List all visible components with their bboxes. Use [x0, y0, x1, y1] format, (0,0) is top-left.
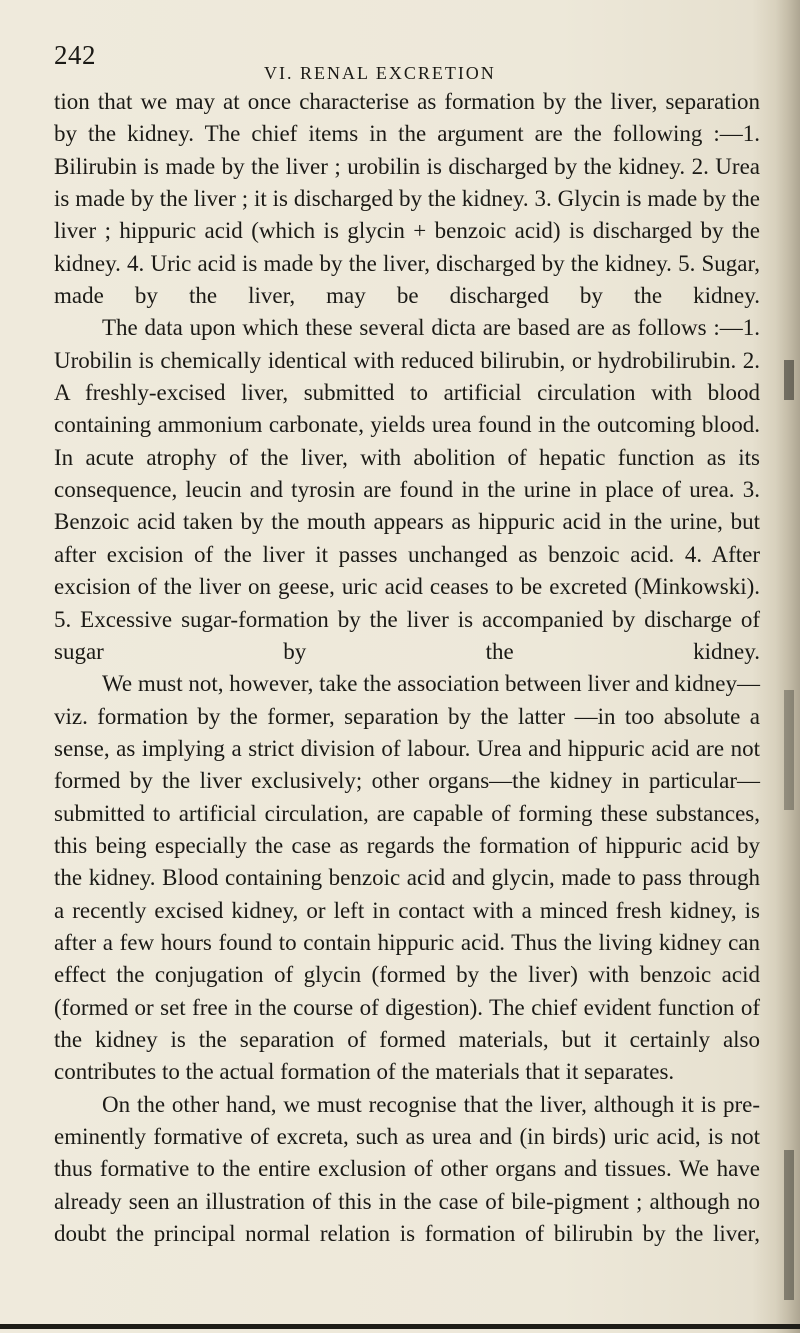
edge-stain — [784, 360, 794, 400]
paragraph: The data upon which these several dicta are based are as follows :—1. Urobilin is chemically identical with reduced bilirubin, or hydrobilirubin. 2. A freshly-excised liver, submitted to artificial circulation with blood containing ammonium carbonate, yields urea found in the outcoming blood. In acute atrophy of the liver, with abolition of hepatic function as its consequence, leucin and tyrosin are found in the urine in place of urea. 3. Benzoic acid taken by the mouth appears as hippuric acid in the urine, but after excision of the liver it passes unchanged as benzoic acid. 4. After excision of the liver on geese, uric acid ceases to be excreted (Minkowski). 5. Excessive sugar-formation by the liver is accompanied by discharge of sugar by the kidney. — [54, 315, 760, 664]
bottom-edge-rule — [0, 1324, 800, 1329]
text-body — [54, 86, 760, 1250]
page-number: 242 — [54, 40, 96, 70]
running-head: VI. RENAL EXCRETION — [264, 63, 496, 83]
edge-stain — [784, 1150, 794, 1300]
paragraph: tion that we may at once characterise as formation by the liver, separation by the kidney. The chief items in the argument are the following :—1. Bilirubin is made by the liver ; urobilin is discharged by the kidney. 2. Urea is made by the liver ; it is discharged by the kidney. 3. Glycin is made by the liver ; hippuric acid (which is glycin + benzoic acid) is discharged by the kidney. 4. Uric acid is made by the liver, discharged by the kidney. 5. Sugar, made by the liver, may be discharged by the kidney. — [54, 89, 760, 309]
paragraph: On the other hand, we must recognise that the liver, although it is pre-eminently formative of excreta, such as urea and (in birds) uric acid, is not thus formative to the entire exclusion of other organs and tissues. We have already seen an illustration of this in the case of bile-pigment ; although no doubt the principal normal relation is formation of bilirubin by the liver, — [54, 1091, 760, 1247]
edge-stain — [784, 690, 794, 810]
page-header — [54, 40, 754, 83]
page-edge-shadow — [776, 0, 800, 1333]
paragraph: We must not, however, take the association between liver and kidney—viz. formation by the former, separation by the latter —in too absolute a sense, as implying a strict division of labour. Urea and hippuric acid are not formed by the liver exclusively; other organs—the kidney in particular—submitted to artificial circulation, are capable of forming these substances, this being especially the case as regards the formation of hippuric acid by the kidney. Blood containing benzoic acid and glycin, made to pass through a recently excised kidney, or left in contact with a minced fresh kidney, is after a few hours found to contain hippuric acid. Thus the living kidney can effect the conjugation of glycin (formed by the liver) with benzoic acid (formed or set free in the course of digestion). The chief evident function of the kidney is the separation of formed materials, but it certainly also contributes to the actual formation of the materials that it separates. — [54, 671, 760, 1085]
